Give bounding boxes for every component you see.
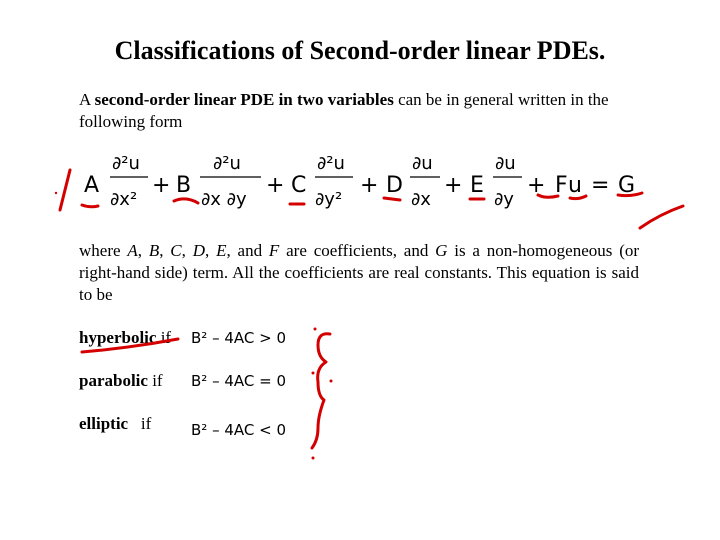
desc-coef: D: [192, 241, 205, 260]
desc-coef: A: [127, 241, 138, 260]
desc-coef: F: [268, 241, 280, 260]
plus-3: +: [360, 173, 379, 198]
annotation-underline-g: [618, 193, 642, 196]
condition-if: if: [128, 414, 152, 433]
plus-1: +: [152, 173, 171, 198]
discriminant-parabolic: B² – 4AC = 0: [191, 372, 287, 390]
desc-coef: E: [216, 241, 227, 260]
discriminant-elliptic: B² – 4AC < 0: [191, 421, 287, 439]
intro-prefix: A: [79, 90, 95, 109]
annotation-underline-d: [384, 198, 400, 200]
condition-type: parabolic: [79, 371, 148, 390]
condition-if: if: [156, 328, 172, 347]
condition-type: hyperbolic: [79, 328, 157, 347]
desc-text: ,: [181, 241, 193, 260]
discriminant-hyperbolic: B² – 4AC > 0: [191, 329, 287, 347]
annotation-slash-right: [640, 206, 683, 228]
denominator-dx2: ∂x²: [110, 189, 138, 210]
desc-text: are coefficients, and: [279, 241, 436, 260]
desc-coef: G: [435, 241, 448, 260]
denominator-dxdy: ∂x ∂y: [201, 189, 247, 210]
coef-c: C: [291, 173, 307, 198]
annotation-dots: [55, 192, 333, 460]
page-title: Classifications of Second-order linear PDEs.: [114, 36, 606, 65]
coef-g: G: [618, 173, 636, 198]
desc-coef: C: [170, 241, 182, 260]
desc-coef: B: [148, 241, 160, 260]
annotation-underline-a: [82, 205, 98, 207]
desc-text: ,: [205, 241, 217, 260]
numerator-d2u-2: ∂²u: [213, 153, 241, 174]
annotation-underline-hyperbolic: [82, 339, 178, 352]
denominator-dx: ∂x: [411, 189, 431, 210]
annotation-underline-f2: [570, 196, 586, 199]
coef-b: B: [176, 173, 192, 198]
desc-text: is a non-homogeneous (or right-hand side) term. All the coefficients are real constants. This equation is said to be: [79, 241, 640, 304]
numerator-d2u-1: ∂²u: [112, 153, 140, 174]
intro-suffix: can be in general written in the following form: [79, 90, 609, 131]
condition-type: elliptic: [79, 414, 129, 433]
annotation-slash: [60, 170, 70, 210]
annotation-underline-f1: [538, 195, 558, 197]
desc-text: , and: [226, 241, 269, 260]
desc-text: ,: [137, 241, 149, 260]
coef-e: E: [470, 173, 484, 198]
coef-a: A: [84, 173, 100, 198]
numerator-du-1: ∂u: [412, 153, 433, 174]
numerator-du-2: ∂u: [495, 153, 516, 174]
denominator-dy2: ∂y²: [315, 189, 343, 210]
condition-if: if: [147, 371, 163, 390]
desc-text: ,: [159, 241, 171, 260]
denominator-dy: ∂y: [494, 189, 514, 210]
annotation-brace: [312, 334, 330, 448]
annotation-underline-b: [174, 199, 198, 203]
numerator-d2u-3: ∂²u: [317, 153, 345, 174]
variable-u: u: [568, 173, 582, 198]
intro-bold: second-order linear PDE in two variables: [94, 90, 394, 109]
coef-f: F: [555, 173, 568, 198]
coef-d: D: [386, 173, 403, 198]
plus-5: +: [527, 173, 546, 198]
desc-text: where: [79, 241, 128, 260]
equals-sign: =: [591, 173, 610, 198]
plus-4: +: [444, 173, 463, 198]
plus-2: +: [266, 173, 285, 198]
